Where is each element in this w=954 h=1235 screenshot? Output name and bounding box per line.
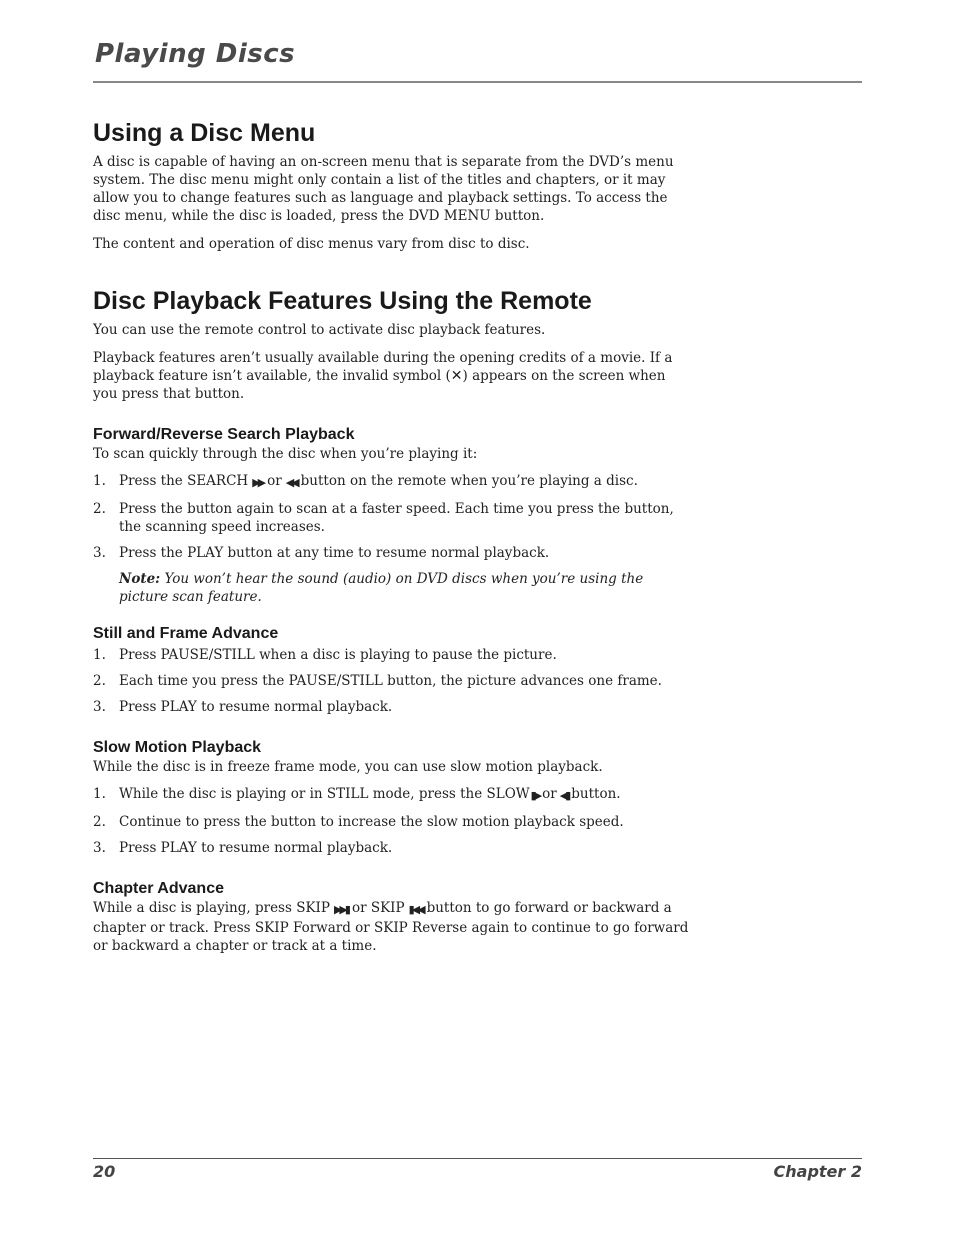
list-number: 3. [93, 840, 106, 856]
list-number: 1. [93, 473, 106, 489]
note-label: Note: [119, 571, 161, 587]
list-text: Continue to press the button to increase the slow motion playback speed. [119, 814, 624, 830]
section-title-disc-menu: Using a Disc Menu [93, 119, 316, 147]
list-item [93, 646, 693, 664]
remote-paragraph-1: You can use the remote control to activate disc playback features. [93, 322, 546, 338]
list-text: Press the button again to scan at a faster speed. Each time you press the button, the scanning speed increases. [119, 501, 674, 535]
list-item [93, 839, 693, 857]
header-divider [93, 81, 862, 83]
list-number: 1. [93, 647, 106, 663]
list-number: 2. [93, 814, 106, 830]
section-title-remote-features: Disc Playback Features Using the Remote [93, 287, 592, 315]
list-number: 3. [93, 699, 106, 715]
list-text: Press PLAY to resume normal playback. [119, 840, 393, 856]
search-forward-icon: ▶▶ [252, 476, 264, 489]
list-item [93, 472, 693, 492]
slow-reverse-icon: ◀▮ [559, 789, 569, 802]
search-steps-list [93, 472, 693, 562]
remote-paragraph-2 [93, 349, 693, 403]
step-text-part: Press the SEARCH [119, 473, 249, 489]
slow-steps-list [93, 785, 693, 857]
step-text-part: While the disc is playing or in STILL mode, press the SLOW [119, 786, 530, 802]
step-text-part: or [267, 473, 282, 489]
note-text: You won’t hear the sound (audio) on DVD discs when you’re using the picture scan feature. [119, 571, 644, 605]
list-item [93, 785, 693, 805]
step-text-part: button on the remote when you’re playing a disc. [300, 473, 638, 489]
list-number: 3. [93, 545, 106, 561]
list-text: Each time you press the PAUSE/STILL button, the picture advances one frame. [119, 673, 662, 689]
subsection-title-slow-motion: Slow Motion Playback [93, 739, 262, 756]
list-number: 1. [93, 786, 106, 802]
skip-reverse-icon: ▮◀◀ [408, 903, 423, 916]
list-item [93, 698, 693, 716]
skip-forward-icon: ▶▶▮ [333, 903, 348, 916]
search-reverse-icon: ◀◀ [285, 476, 297, 489]
subsection-title-still: Still and Frame Advance [93, 625, 279, 642]
chapter-text-part: button to go forward or backward a chapter or track. Press SKIP Forward or SKIP Reverse again to continue to go forward or backward a chapter or track at a time. [93, 900, 689, 954]
step-text-part: button. [571, 786, 621, 802]
page-header-title: Playing Discs [95, 39, 296, 69]
list-item [93, 500, 693, 536]
list-text: Press the PLAY button at any time to resume normal playback. [119, 545, 550, 561]
list-number: 2. [93, 673, 106, 689]
chapter-label: Chapter 2 [773, 1162, 862, 1181]
disc-menu-paragraph-2: The content and operation of disc menus vary from disc to disc. [93, 236, 530, 252]
footer-divider [93, 1158, 862, 1159]
slow-forward-icon: ▮▶ [530, 789, 540, 802]
search-intro: To scan quickly through the disc when you’re playing it: [93, 446, 478, 462]
chapter-text-part: While a disc is playing, press SKIP [93, 900, 330, 916]
subsection-title-chapter-advance: Chapter Advance [93, 880, 224, 897]
still-steps-list [93, 646, 693, 716]
chapter-text-part: or SKIP [351, 900, 405, 916]
disc-menu-paragraph-1: A disc is capable of having an on-screen menu that is separate from the DVD’s menu system. The disc menu might only contain a list of the titles and chapters, or it may allow you to change features such as language and playback settings. To access the disc menu, while the disc is loaded, press the DVD MENU button. [93, 154, 674, 224]
list-item [93, 544, 693, 562]
list-item [93, 672, 693, 690]
remote-paragraph-2-end: ) appears on the screen when you press that button. [93, 368, 666, 402]
list-text: Press PLAY to resume normal playback. [119, 699, 393, 715]
step-text-part: or [542, 786, 557, 802]
list-text: Press PAUSE/STILL when a disc is playing to pause the picture. [119, 647, 557, 663]
list-text [119, 785, 693, 805]
list-text [119, 472, 693, 492]
slow-intro: While the disc is in freeze frame mode, you can use slow motion playback. [93, 759, 603, 775]
list-number: 2. [93, 501, 106, 517]
invalid-symbol-icon: ✕ [450, 368, 463, 384]
chapter-paragraph [93, 899, 693, 955]
page-content [93, 117, 693, 955]
subsection-title-search: Forward/Reverse Search Playback [93, 426, 355, 443]
remote-paragraph-2-start: Playback features aren’t usually available during the opening credits of a movie. If a playback feature isn’t available, the invalid symbol ( [93, 350, 673, 384]
page-number: 20 [93, 1162, 116, 1181]
search-note [119, 570, 693, 606]
list-item [93, 813, 693, 831]
